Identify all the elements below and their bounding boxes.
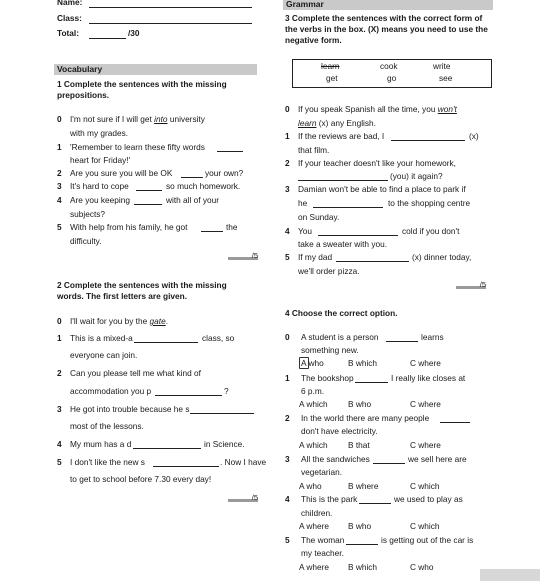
ex1-item4-b: with all of your [166, 195, 220, 205]
ex1-item2-a: Are you sure you will be OK [70, 168, 173, 178]
ex4-q5-option-c[interactable]: C who [410, 562, 434, 572]
ex2-item5-c: to get to school before 7.30 every day! [70, 474, 212, 484]
ex2-item0-a: I'll wait for you by the [70, 316, 148, 326]
ex4-q1-a: The bookshop [301, 373, 354, 383]
total-label: Total: [57, 28, 79, 38]
ex4-q4-c: children. [301, 508, 333, 518]
ex4-q0-option-a-text: who [308, 358, 324, 368]
ex2-item5-a: I don't like the new s [70, 457, 145, 467]
ex1-item4-c: subjects? [70, 209, 106, 219]
word-cook: cook [380, 61, 398, 71]
ex4-q0-b: learns [421, 332, 444, 342]
ex4-q4-b: we used to play as [394, 494, 463, 504]
ex1-num-3: 3 [57, 181, 62, 191]
ex4-q2-option-c[interactable]: C where [410, 440, 441, 450]
ex2-blank-2[interactable] [155, 395, 222, 396]
ex4-blank-1[interactable] [355, 382, 388, 383]
ex1-item3-a: It's hard to cope [70, 181, 129, 191]
ex3-item1-x: (x) [469, 131, 479, 141]
ex1-num-2: 2 [57, 168, 62, 178]
ex3-num-3: 3 [285, 184, 290, 194]
ex4-q4-option-a[interactable]: A where [299, 521, 329, 531]
ex3-blank-4[interactable] [318, 235, 398, 236]
ex3-blank-5[interactable] [336, 261, 409, 262]
ex2-item4-b: in Science. [204, 439, 245, 449]
ex4-q2-a: In the world there are many people [301, 413, 430, 423]
ex3-item0-line2 [298, 118, 376, 129]
ex3-num-2: 2 [285, 158, 290, 168]
ex2-item0-text [70, 316, 168, 327]
word-go: go [387, 73, 397, 83]
ex4-num-1: 1 [285, 373, 290, 383]
ex2-item2-b: accommodation you p [70, 386, 152, 396]
ex4-blank-2[interactable] [440, 422, 470, 423]
ex3-num-4: 4 [285, 226, 290, 236]
ex4-q3-option-c[interactable]: C which [410, 481, 440, 491]
ex3-item0-answer: won't [437, 104, 457, 114]
ex3-item3-c: to the shopping centre [388, 198, 471, 208]
ex3-item5-b: (x) dinner today, [412, 252, 472, 262]
ex3-blank-3[interactable] [313, 207, 383, 208]
ex2-item2-c: ? [224, 386, 229, 396]
ex1-blank-1[interactable] [217, 151, 243, 152]
ex2-blank-1[interactable] [134, 342, 198, 343]
ex3-num-1: 1 [285, 131, 290, 141]
ex3-item2-b: (you) it again? [390, 171, 443, 181]
ex2-item4-a: My mum has a d [70, 439, 132, 449]
ex3-item0-line1 [298, 104, 457, 115]
ex4-q4-option-b[interactable]: B who [348, 521, 372, 531]
word-write: write [433, 61, 451, 71]
ex3-item4-b: cold if you don't [402, 226, 460, 236]
class-label: Class: [57, 13, 82, 23]
verb-word-box [292, 59, 492, 88]
ex4-q0-option-a[interactable] [299, 358, 324, 369]
ex2-blank-3[interactable] [190, 413, 254, 414]
ex3-item3-a: Damian won't be able to find a place to park if [298, 184, 466, 194]
ex4-blank-4[interactable] [359, 503, 391, 504]
ex1-blank-2[interactable] [181, 177, 203, 178]
ex1-item0-a: I'm not sure if I will get [70, 114, 152, 124]
ex1-item1-a: 'Remember to learn these fifty words [70, 142, 205, 152]
ex3-item0-a: If you speak Spanish all the time, you [298, 104, 436, 114]
ex1-title-line1: 1 Complete the sentences with the missing [57, 79, 227, 89]
ex2-item5-b: . Now I have [220, 457, 267, 467]
name-label: Name: [57, 0, 83, 7]
ex1-item5-b: the [226, 222, 238, 232]
ex2-blank-5[interactable] [153, 466, 219, 467]
ex1-num-5: 5 [57, 222, 62, 232]
ex4-q0-a: A student is a person [301, 332, 379, 342]
vocabulary-band: Vocabulary [54, 64, 257, 75]
ex4-q3-option-b[interactable]: B where [348, 481, 379, 491]
ex4-q5-option-a[interactable]: A where [299, 562, 329, 572]
ex1-num-0: 0 [57, 114, 62, 124]
ex4-q5-c: my teacher. [301, 548, 344, 558]
ex1-item1-b: heart for Friday!' [70, 155, 131, 165]
ex1-blank-3[interactable] [136, 190, 162, 191]
ex2-score [228, 493, 258, 502]
ex4-q3-a: All the sandwiches [301, 454, 370, 464]
ex2-num-2: 2 [57, 368, 62, 378]
ex1-blank-4[interactable] [134, 204, 162, 205]
ex1-item2-b: your own? [205, 168, 244, 178]
ex4-num-2: 2 [285, 413, 290, 423]
ex3-item4-c: take a sweater with you. [298, 239, 388, 249]
ex4-q2-option-a[interactable]: A which [299, 440, 328, 450]
ex1-score-label: /5 [251, 251, 258, 260]
ex4-q0-option-c[interactable]: C where [410, 358, 441, 368]
ex2-score-label: /5 [251, 493, 258, 502]
ex1-title-line2: prepositions. [57, 90, 110, 100]
ex4-q0-c: something new. [301, 345, 359, 355]
ex2-num-0: 0 [57, 316, 62, 326]
ex4-q0-option-a-circled: A [301, 358, 307, 368]
ex4-q0-option-b[interactable]: B which [348, 358, 378, 368]
ex4-q1-option-c[interactable]: C where [410, 399, 441, 409]
word-see: see [439, 73, 453, 83]
ex4-num-5: 5 [285, 535, 290, 545]
ex2-num-4: 4 [57, 439, 62, 449]
ex3-item5-a: If my dad [298, 252, 333, 262]
ex1-item5-c: difficulty. [70, 236, 102, 246]
ex4-q1-option-a[interactable]: A which [299, 399, 328, 409]
ex3-blank-1[interactable] [391, 140, 465, 141]
ex3-item1-a: If the reviews are bad, I [298, 131, 385, 141]
ex3-item3-b: he [298, 198, 308, 208]
ex3-title-line2: the verbs in the box. (X) means you need to use the [285, 24, 488, 34]
ex1-score [228, 251, 258, 260]
ex2-title-line1: 2 Complete the sentences with the missing [57, 280, 227, 290]
ex3-item4-a: You [298, 226, 313, 236]
ex1-item5-a: With help from his family, he got [70, 222, 188, 232]
ex3-num-5: 5 [285, 252, 290, 262]
ex4-q5-option-b[interactable]: B which [348, 562, 378, 572]
ex1-item0-answer: into [154, 114, 168, 124]
ex2-item2-a: Can you please tell me what kind of [70, 368, 201, 378]
ex1-item0-text [70, 114, 205, 125]
class-field-line[interactable] [89, 23, 252, 24]
ex3-title-line3: negative form. [285, 35, 342, 45]
ex2-num-3: 3 [57, 404, 62, 414]
ex3-item1-b: that film. [298, 145, 330, 155]
word-learn: learn [321, 61, 340, 71]
ex4-num-3: 3 [285, 454, 290, 464]
ex3-score-label: /5 [479, 280, 486, 289]
ex4-q3-b: we sell here are [408, 454, 467, 464]
ex4-q1-b: I really like closes at [391, 373, 466, 383]
ex4-q1-c: 6 p.m. [301, 386, 325, 396]
ex3-item0-answer2: learn [298, 118, 317, 128]
name-field-line[interactable] [89, 7, 252, 8]
ex4-q1-option-b[interactable]: B who [348, 399, 372, 409]
ex1-item3-b: so much homework. [166, 181, 241, 191]
ex3-num-0: 0 [285, 104, 290, 114]
ex3-item0-b: (x) any English. [318, 118, 376, 128]
ex4-q5-b: is getting out of the car is [381, 535, 474, 545]
grammar-band: Grammar [283, 0, 493, 10]
ex2-item1-b: class, so [202, 333, 235, 343]
ex2-num-5: 5 [57, 457, 62, 467]
ex4-title: 4 Choose the correct option. [285, 308, 398, 318]
ex4-blank-5[interactable] [346, 544, 378, 545]
ex3-title-line1: 3 Complete the sentences with the correct form of [285, 13, 483, 23]
ex4-q4-option-c[interactable]: C which [410, 521, 440, 531]
ex2-item3-b: most of the lessons. [70, 421, 144, 431]
ex4-q3-c: vegetarian. [301, 467, 343, 477]
ex4-blank-0[interactable] [386, 341, 418, 342]
ex4-q5-a: The woman [301, 535, 345, 545]
ex4-q2-option-b[interactable]: B that [348, 440, 370, 450]
ex4-num-0: 0 [285, 332, 290, 342]
ex3-item2-a: If your teacher doesn't like your homework, [298, 158, 456, 168]
ex4-num-4: 4 [285, 494, 290, 504]
ex4-q3-option-a[interactable]: A who [299, 481, 322, 491]
ex1-item4-a: Are you keeping [70, 195, 130, 205]
ex4-q2-c: don't have electricity. [301, 426, 378, 436]
ex2-blank-4[interactable] [133, 448, 201, 449]
ex1-item0-b: university [169, 114, 205, 124]
ex2-item1-a: This is a mixed-a [70, 333, 133, 343]
ex2-item1-c: everyone can join. [70, 350, 138, 360]
word-get: get [326, 73, 338, 83]
total-field-line[interactable] [89, 38, 126, 39]
ex2-item3-a: He got into trouble because he s [70, 404, 190, 414]
page-corner-shadow [480, 569, 540, 581]
ex2-item0-answer: gate [149, 316, 166, 326]
ex3-item5-c: we'll order pizza. [298, 266, 360, 276]
ex1-item0-cont: with my grades. [70, 128, 129, 138]
ex3-blank-2[interactable] [298, 180, 388, 181]
ex3-score [456, 280, 486, 289]
ex1-blank-5[interactable] [201, 231, 223, 232]
ex3-item3-d: on Sunday. [298, 212, 340, 222]
ex2-num-1: 1 [57, 333, 62, 343]
ex2-item0-b: . [165, 316, 168, 326]
ex4-q4-a: This is the park [301, 494, 358, 504]
ex1-num-4: 4 [57, 195, 62, 205]
ex4-blank-3[interactable] [373, 463, 405, 464]
ex1-num-1: 1 [57, 142, 62, 152]
ex2-title-line2: words. The first letters are given. [57, 291, 188, 301]
total-max: /30 [128, 28, 140, 38]
